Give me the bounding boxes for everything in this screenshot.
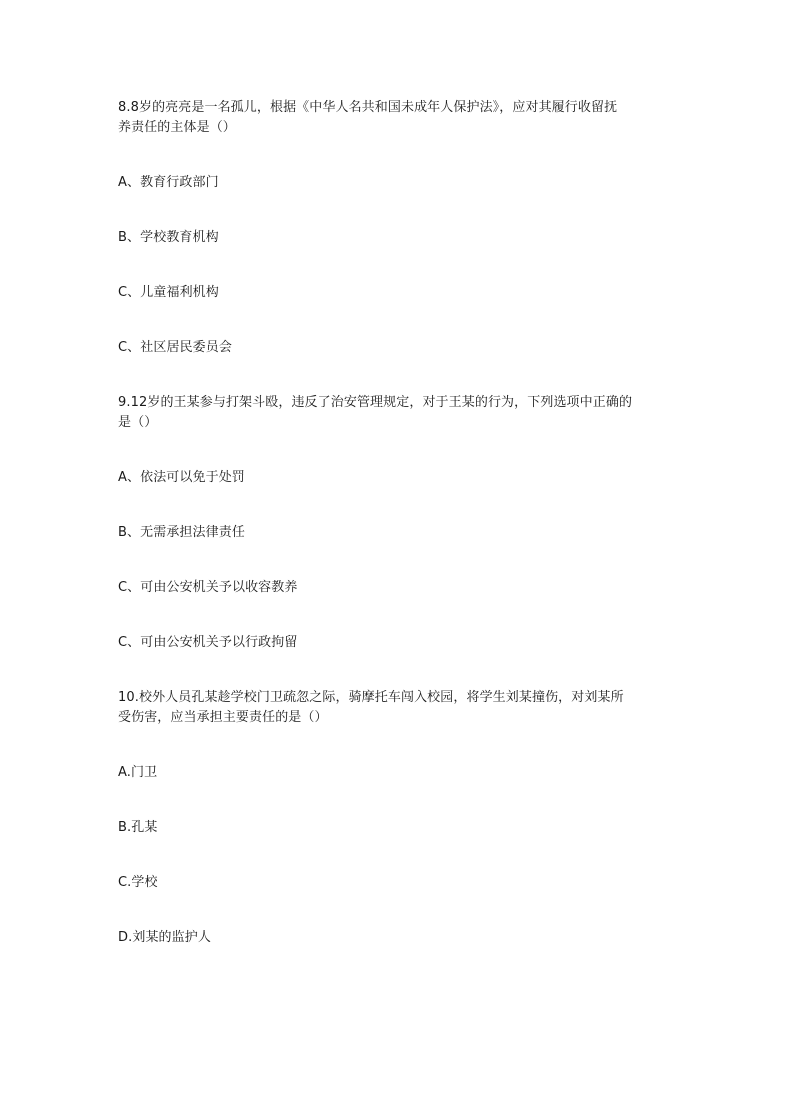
question-9-stem-line-2: 是（） <box>118 415 158 430</box>
question-9-option-b: B、无需承担法律责任 <box>118 525 245 540</box>
question-9-option-c: C、可由公安机关予以收容教养 <box>118 580 298 595</box>
question-8-option-b: B、学校教育机构 <box>118 230 219 245</box>
question-9-stem-line-1: 9.12岁的王某参与打架斗殴，违反了治安管理规定，对于王某的行为，下列选项中正确的 <box>118 395 633 410</box>
question-8-option-a: A、教育行政部门 <box>118 175 219 190</box>
question-10-option-d: D.刘某的监护人 <box>118 930 211 945</box>
question-9-option-a: A、依法可以免于处罚 <box>118 470 245 485</box>
question-8-option-c: C、儿童福利机构 <box>118 285 219 300</box>
question-8-stem-line-2: 养责任的主体是（） <box>118 120 236 135</box>
question-9-option-d: C、可由公安机关予以行政拘留 <box>118 635 298 650</box>
question-8-stem-line-1: 8.8岁的亮亮是一名孤儿，根据《中华人名共和国未成年人保护法》，应对其履行收留抚 <box>118 100 618 115</box>
question-10-option-a: A.门卫 <box>118 765 158 780</box>
question-10-option-b: B.孔某 <box>118 820 158 835</box>
question-8-option-d: C、社区居民委员会 <box>118 340 232 355</box>
question-10-stem-line-2: 受伤害，应当承担主要责任的是（） <box>118 710 328 725</box>
question-10-option-c: C.学校 <box>118 875 158 890</box>
question-10-stem-line-1: 10.校外人员孔某趁学校门卫疏忽之际，骑摩托车闯入校园，将学生刘某撞伤，对刘某所 <box>118 690 624 705</box>
